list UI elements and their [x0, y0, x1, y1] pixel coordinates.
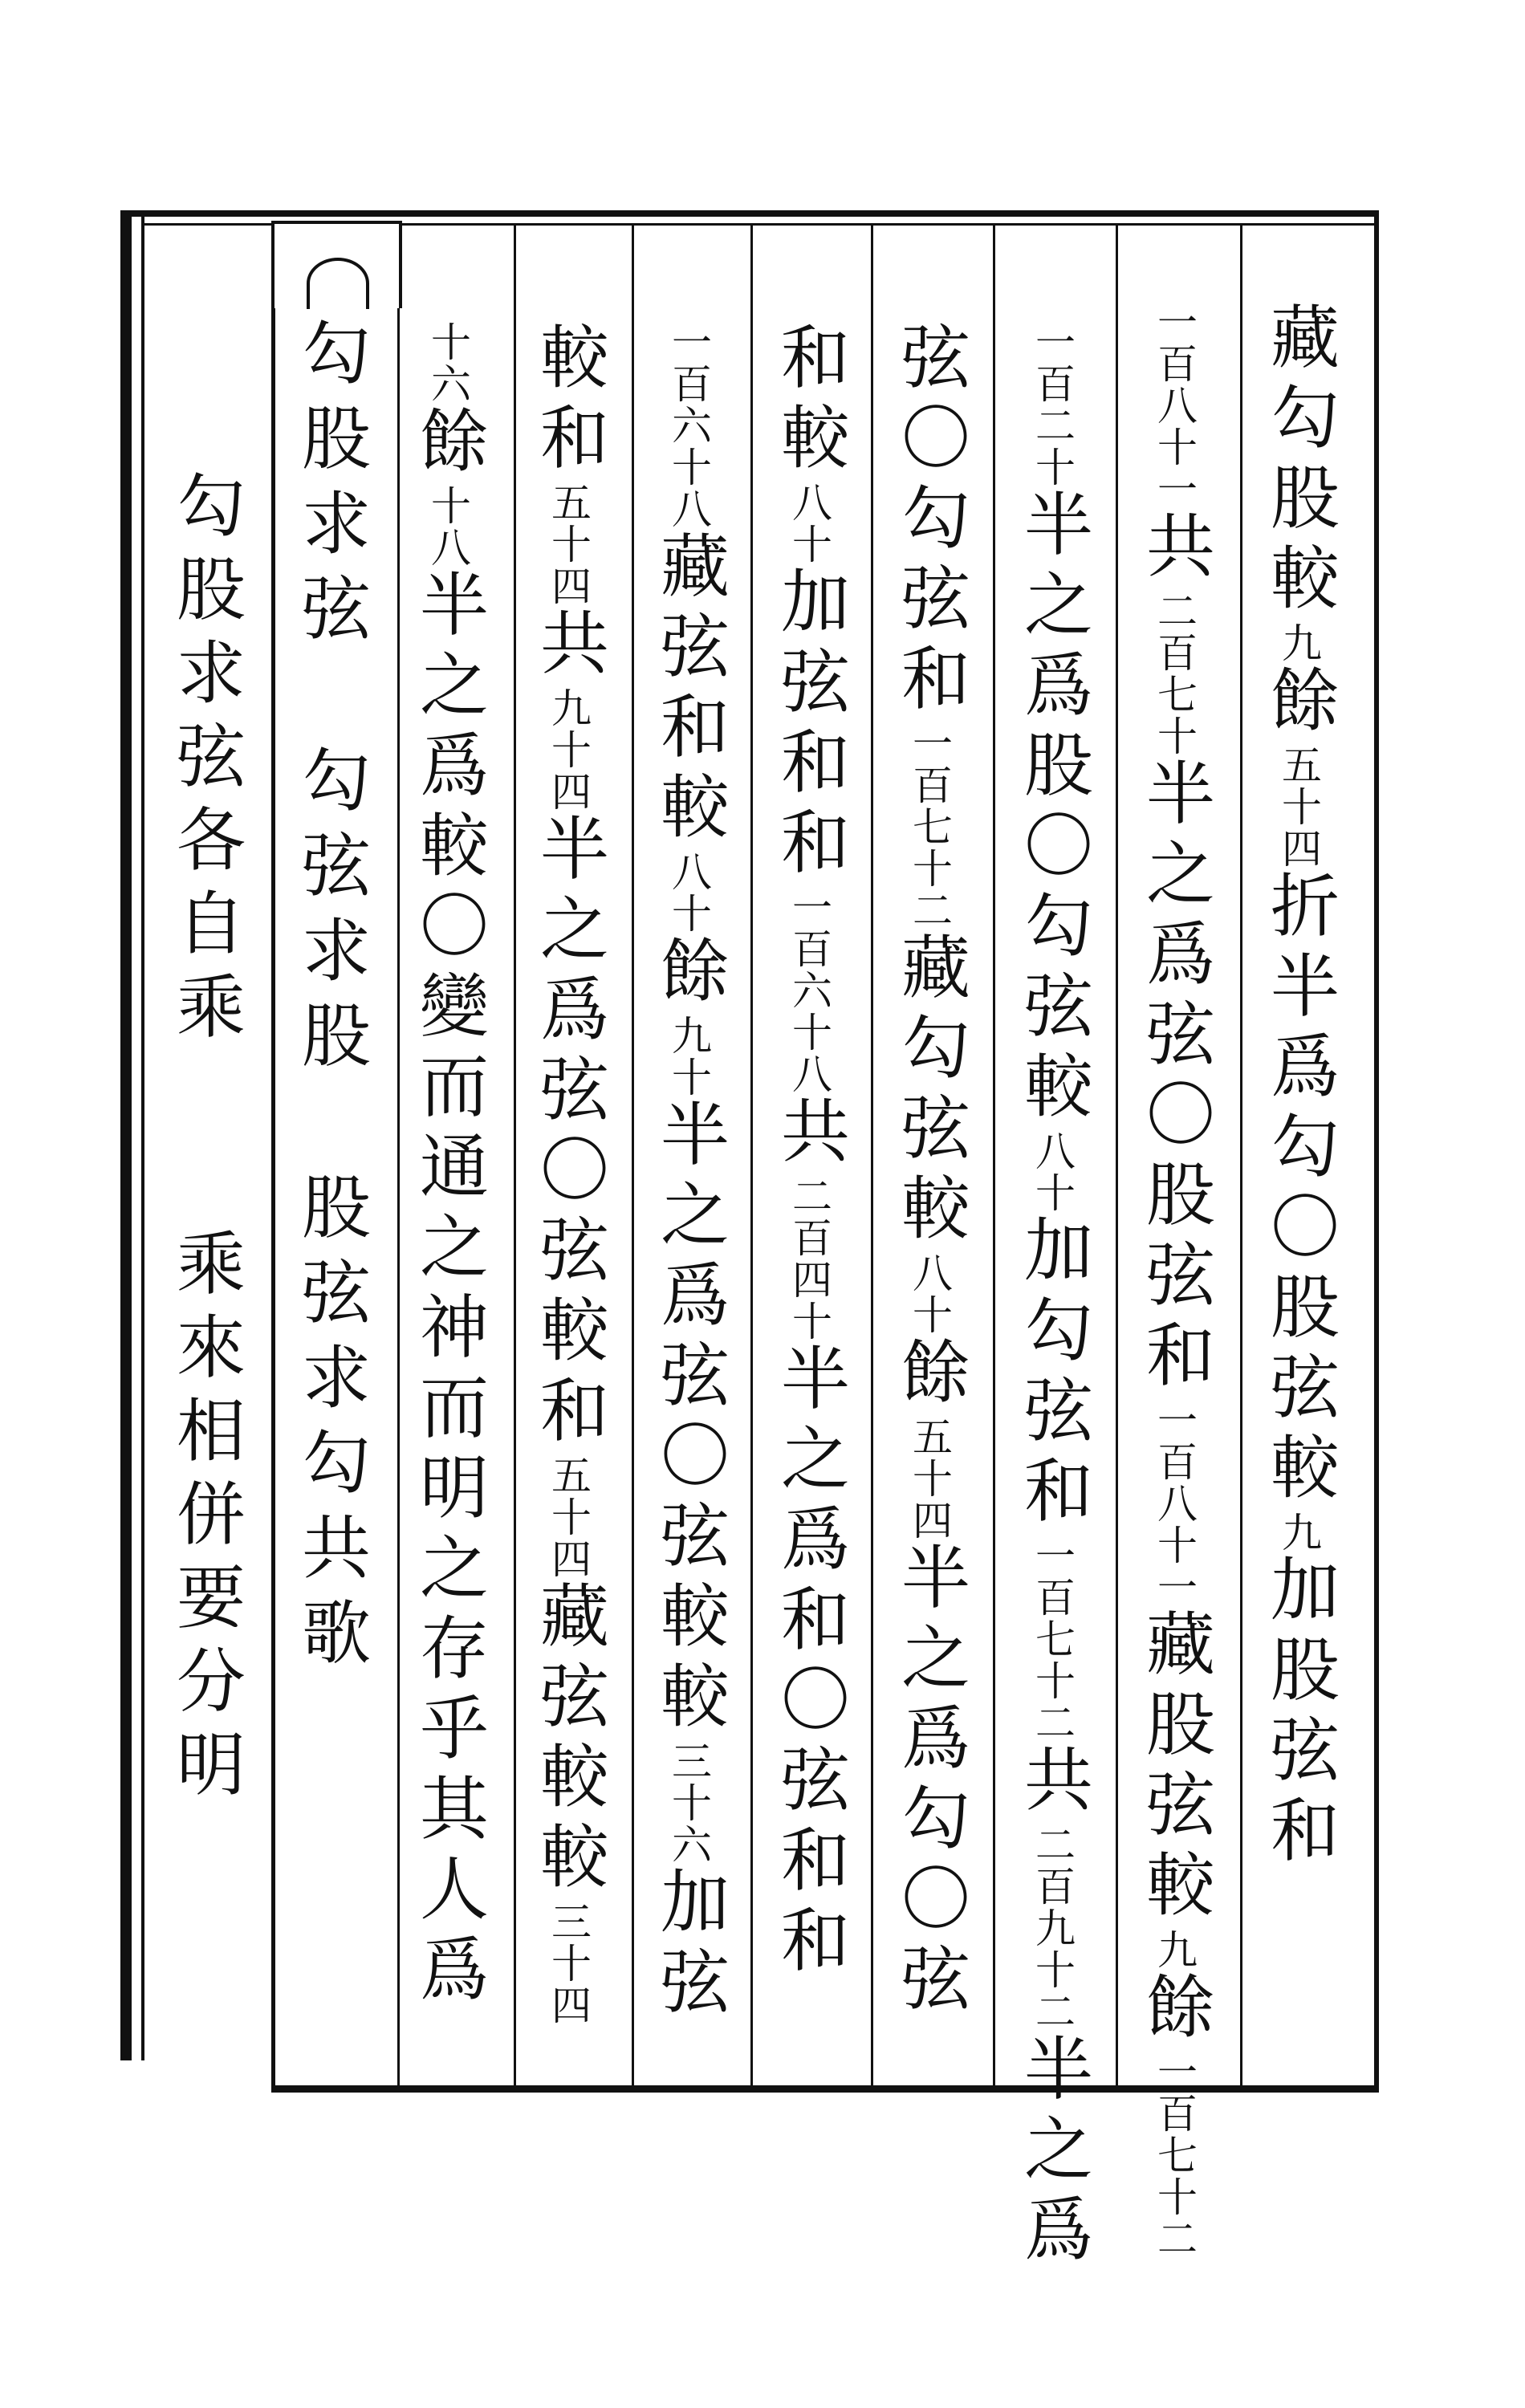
column-divider [271, 223, 275, 2085]
text-column-2: 一百八十一共二百七十半之爲弦〇股弦和一百八十一藏股弦較九餘一百七十二 [1134, 301, 1214, 2260]
text-column-4: 弦〇勾弦和一百七十二藏勾弦較八十餘五十四半之爲勾〇弦 [889, 321, 970, 2023]
text-column-8: 十六餘十八半之爲較〇變而通之神而明之存乎其人爲 [408, 321, 488, 2013]
column-divider [632, 223, 634, 2085]
column-divider [514, 223, 516, 2085]
border-left-thick [120, 210, 132, 2060]
border-right [1374, 210, 1379, 2093]
text-column-6: 一百六十八藏弦和較八十餘九十半之爲弦〇弦較較三十六加弦 [649, 321, 729, 2026]
column-divider [1116, 223, 1118, 2085]
heading-column [290, 317, 370, 1682]
text-column-7: 較和五十四共九十四半之爲弦〇弦較和五十四藏弦較較三十四 [528, 321, 608, 2026]
heading-gouxian-qiugu: 勾弦求股 [290, 744, 370, 1084]
column-divider [1240, 223, 1242, 2085]
verse-column [165, 470, 245, 1812]
column-divider [993, 223, 995, 2085]
text-column-3: 一百二十半之爲股〇勾弦較八十加勾弦和一百七十二共二百九十二半之爲 [1012, 321, 1092, 2273]
heading-gougu-qiuxian: 勾股求弦 [290, 317, 370, 657]
column-divider [871, 223, 873, 2085]
border-left-thin [141, 210, 144, 2060]
column-divider [750, 223, 753, 2085]
border-top [120, 210, 1379, 217]
heading-guxian-qiugou: 股弦求勾共歌 [290, 1171, 370, 1682]
text-column-1: 藏勾股較九餘五十四折半爲勾〇股弦較九加股弦和 [1259, 301, 1339, 1874]
text-column-5: 和較八十加弦和和一百六十八共二百四十半之爲和〇弦和和 [769, 321, 849, 1984]
border-bottom [271, 2085, 1379, 2093]
column-divider [397, 223, 400, 2085]
verse-line-1: 勾股求弦各自乘 [165, 470, 245, 1054]
verse-line-2: 乘來相併要分明 [165, 1227, 245, 1812]
fishtail-emblem [271, 221, 402, 308]
